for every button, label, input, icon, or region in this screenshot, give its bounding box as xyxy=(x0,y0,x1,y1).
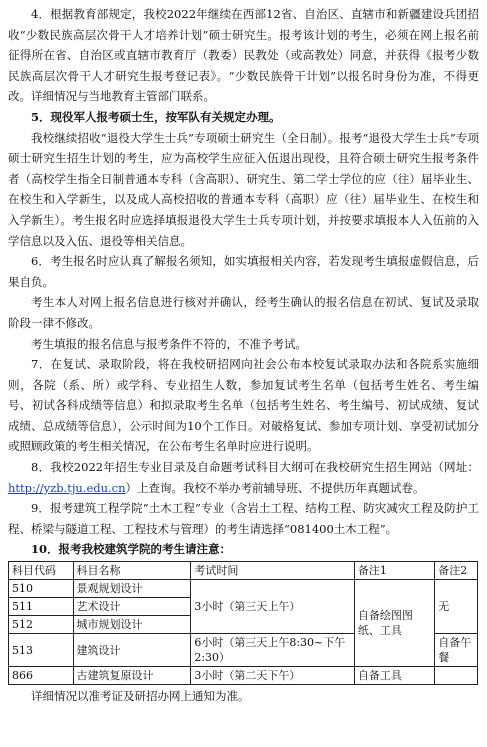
header-note-1: 备注1 xyxy=(354,562,434,580)
paragraph-8-text: 8．我校2022年招生专业目录及自命题考试科目大纲可在我校研究生招生网站（网址： xyxy=(31,460,479,475)
header-exam-time: 考试时间 xyxy=(191,562,355,580)
paragraph-6-confirm: 考生本人对网上报名信息进行核对并确认，经考生确认的报名信息在初试、复试及录取阶段一律不修改。 xyxy=(8,295,479,330)
paragraph-8-text-end: ）上查询。我校不举办考前辅导班、不提供历年真题试卷。 xyxy=(125,480,425,495)
cell-name: 景观规划设计 xyxy=(73,580,191,598)
cell-time: 3小时（第二天下午） xyxy=(191,667,355,685)
admissions-website-link[interactable]: http://yzb.tju.edu.cn xyxy=(8,480,126,495)
cell-note-2: 无 xyxy=(435,580,478,634)
paragraph-10-heading: 10．报考我校建筑学院的考生请注意： xyxy=(31,542,232,557)
cell-note-2-empty xyxy=(435,667,478,685)
paragraph-5-heading: 5．现役军人报考硕士生，按军队有关规定办理。 xyxy=(31,109,281,124)
table-row xyxy=(9,580,478,598)
table-row xyxy=(9,667,478,685)
cell-note-1: 自备绘图图纸、工具 xyxy=(354,580,434,667)
cell-code: 511 xyxy=(9,598,74,616)
paragraph-8 xyxy=(8,457,479,498)
paragraph-9: 9．报考建筑工程学院“土木工程”专业（含岩土工程、结构工程、防灾减灾工程及防护工程、桥梁与隧道工程、工程技术与管理）的考生请选择“081400土木工程”。 xyxy=(8,501,479,536)
cell-name: 古建筑复原设计 xyxy=(73,667,191,685)
cell-note-2: 自备午餐 xyxy=(435,634,478,667)
cell-name: 艺术设计 xyxy=(73,598,191,616)
cell-code: 512 xyxy=(9,616,74,634)
paragraph-veteran-program: 我校继续招收“退役大学生士兵”专项硕士研究生（全日制）。报考“退役大学生士兵”专项硕士研究生招生计划的考生，应为高校学生应征入伍退出现役，且符合硕士研究生报考条件者（高校学生指全日制普通本专科（含高职）、研究生、第二学士学位的应（往）届毕业生、在校生和入学新生，以及成人高校招收的普通本专科（高职）应（往）届毕业生、在校生和入学新生）。考生报名时应选择填报退役大学生士兵专项计划，并按要求填报本人入伍前的入学信息以及入伍、退役等相关信息。 xyxy=(8,130,479,248)
header-note-2: 备注2 xyxy=(435,562,478,580)
cell-code: 510 xyxy=(9,580,74,598)
header-subject-code: 科目代码 xyxy=(9,562,74,580)
cell-name: 建筑设计 xyxy=(73,634,191,667)
header-subject-name: 科目名称 xyxy=(73,562,191,580)
cell-code: 866 xyxy=(9,667,74,685)
table-header-row xyxy=(9,562,478,580)
paragraph-4: 4．根据教育部规定，我校2022年继续在西部12省、自治区、直辖市和新疆建设兵团招收“少数民族高层次骨干人才培养计划”硕士研究生。报考该计划的考生，必须在网上报名前征得所在省、自治区或直辖市教育厅（教委）民教处（或高教处）同意，并获得《报考少数民族高层次骨干人才研究生报考登记表》。“少数民族骨干计划”以报名时身份为准，不得更改。详细情况与当地教育主管部门联系。 xyxy=(8,7,479,104)
cell-name: 城市规划设计 xyxy=(73,616,191,634)
footer-note: 详细情况以准考证及研招办网上通知为准。 xyxy=(31,689,250,704)
cell-code: 513 xyxy=(9,634,74,667)
paragraph-7: 7．在复试、录取阶段，将在我校研招网向社会公布本校复试录取办法和各院系实施细则，各院（系、所）或学科、专业招生人数，参加复试考生名单（包括考生姓名、考生编号、初试各科成绩等信息）和拟录取考生名单（包括考生姓名、考生编号、初试成绩、复试成绩、总成绩等信息），公示时间为10个工作日。对破格复试、参加专项计划、享受初试加分或照顾政策的考生相关情况，在公布考生名单时应进行说明。 xyxy=(8,357,479,454)
paragraph-6: 6．考生报名时应认真了解报名须知，如实填报相关内容，若发现考生填报虚假信息，后果自负。 xyxy=(8,254,479,289)
paragraph-6-conditions: 考生填报的报名信息与报考条件不符的，不准予考试。 xyxy=(31,336,307,351)
cell-note-1: 自备工具 xyxy=(354,667,434,685)
exam-schedule-table xyxy=(8,561,478,685)
cell-time: 6小时（第三天上午8:30~下午2:30） xyxy=(191,634,355,667)
cell-time: 3小时（第三天上午） xyxy=(191,580,355,634)
